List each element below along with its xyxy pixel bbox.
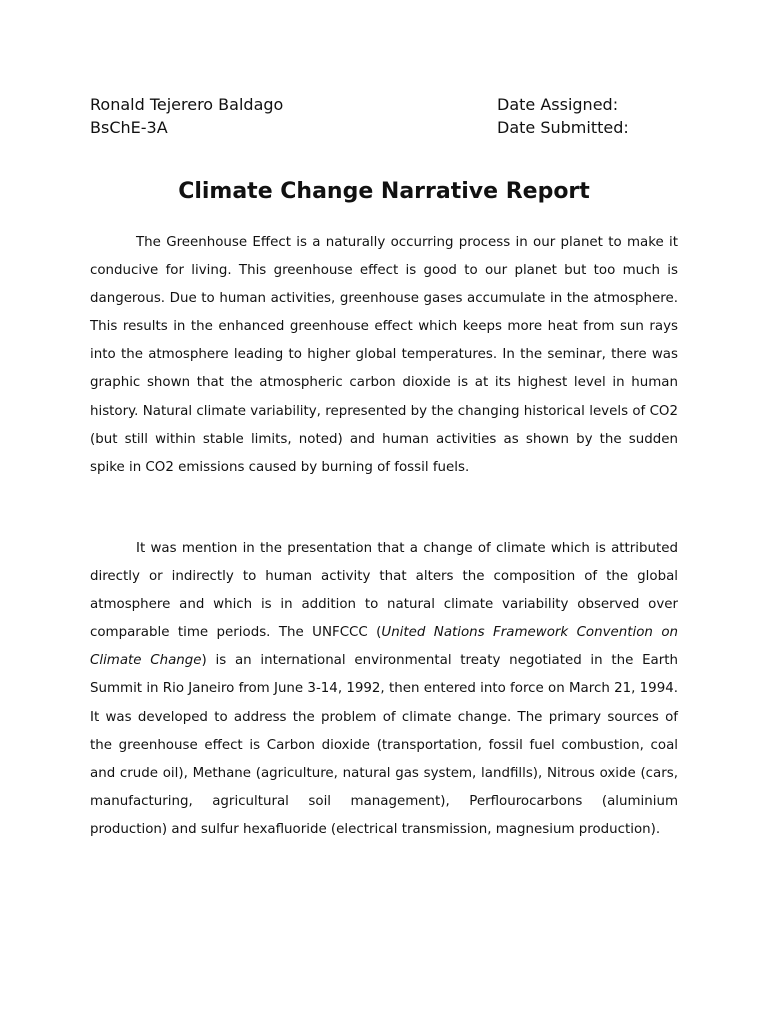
paragraph-greenhouse-effect: The Greenhouse Effect is a naturally occurring process in our planet to make it conducive for living. This greenhouse effect is good to our planet but too much is dangerous. Due to human activities, greenhouse gases accumulate in the atmosphere. This results in the enhanced greenhouse effect which keeps more heat from sun rays into the atmosphere leading to higher global temperatures. In the seminar, there was graphic shown that the atmospheric carbon dioxide is at its highest level in human history. Natural climate variability, represented by the changing historical levels of CO2 (but still within stable limits, noted) and human activities as shown by the sudden spike in CO2 emissions caused by burning of fossil fuels. xyxy=(90,235,678,475)
paragraph-unfccc-text-1: It was mention in the presentation that a change of climate which is attributed directly or indirectly to human activity that alters the composition of the global atmosphere and which is in addition to natural climate variability observed over comparable time periods. The UNFCCC ( xyxy=(90,541,678,641)
date-submitted-label: Date Submitted: xyxy=(497,118,629,137)
unfccc-full-name: United Nations Framework Convention on Climate Change xyxy=(90,625,678,669)
dates-block xyxy=(497,93,629,139)
course-section: BsChE-3A xyxy=(90,118,168,137)
date-assigned-label: Date Assigned: xyxy=(497,95,619,114)
paragraph-unfccc-text-2: ) is an international environmental treaty negotiated in the Earth Summit in Rio Janeiro from June 3-14, 1992, then entered into force on March 21, 1994. It was developed to address the problem of climate change. The primary sources of the greenhouse effect is Carbon dioxide (transportation, fossil fuel combustion, coal and crude oil), Methane (agriculture, natural gas system, landfills), Nitrous oxide (cars, manufacturing, agricultural soil management), Perflourocarbons (aluminium production) and sulfur hexafluoride (electrical transmission, magnesium production). xyxy=(90,653,678,837)
document-title: Climate Change Narrative Report xyxy=(178,179,590,204)
author-name: Ronald Tejerero Baldago xyxy=(90,95,284,114)
author-block xyxy=(90,93,283,139)
paragraph-unfccc xyxy=(90,535,678,844)
